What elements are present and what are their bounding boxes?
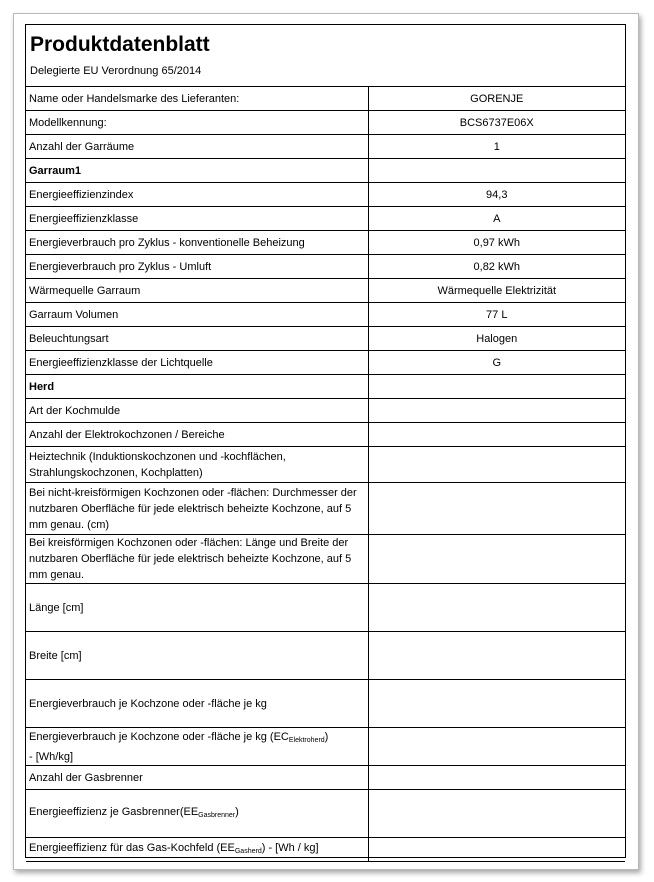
table-row <box>26 447 625 483</box>
row-value: 94,3 <box>368 183 625 207</box>
row-value: Wärmequelle Elektrizität <box>368 279 625 303</box>
row-value <box>368 766 625 790</box>
row-value: 0,97 kWh <box>368 231 625 255</box>
row-label: Beleuchtungsart <box>26 327 368 351</box>
row-label: Energieeffizienz für das Gas-Kochfeld (EE <box>29 841 235 854</box>
row-label-subscript: Gasbrenner <box>198 811 236 819</box>
table-row <box>26 327 625 351</box>
row-label: Bei kreisförmigen Kochzonen oder -flächen: Länge und Breite der nutzbaren Oberfläche für jede elektrisch beheizte Kochzone, auf 5 mm genau. <box>26 535 368 584</box>
table-row <box>26 207 625 231</box>
row-label: Name oder Handelsmarke des Lieferanten: <box>26 87 368 111</box>
row-value <box>368 728 625 766</box>
row-label-end: ) - [Wh / kg] <box>261 841 319 854</box>
row-label: Energieverbrauch je Kochzone oder -fläche je kg <box>26 680 368 728</box>
table-row <box>26 183 625 207</box>
row-label: Modellkennung: <box>26 111 368 135</box>
table-row <box>26 351 625 375</box>
row-label: Breite [cm] <box>26 632 368 680</box>
row-label: Länge [cm] <box>26 584 368 632</box>
row-label-ec-electric <box>26 728 368 766</box>
table-row <box>26 423 625 447</box>
table-row <box>26 838 625 862</box>
document-page <box>13 13 639 870</box>
table-row <box>26 680 625 728</box>
row-value <box>368 680 625 728</box>
row-label-ee-gas-hob <box>26 838 368 862</box>
row-label-end: ) <box>324 730 329 743</box>
table-row <box>26 535 625 584</box>
table-row <box>26 790 625 838</box>
table-row <box>26 584 625 632</box>
data-table <box>26 86 625 862</box>
product-data-sheet <box>25 24 626 858</box>
row-value <box>368 447 625 483</box>
table-row <box>26 87 625 111</box>
table-row <box>26 483 625 535</box>
row-value: GORENJE <box>368 87 625 111</box>
row-value <box>368 790 625 838</box>
row-label: Energieverbrauch je Kochzone oder -fläche je kg (EC <box>29 730 289 743</box>
table-row <box>26 255 625 279</box>
table-row <box>26 279 625 303</box>
table-row <box>26 399 625 423</box>
row-label-end: ) <box>235 805 239 818</box>
row-value <box>368 375 625 399</box>
table-row <box>26 632 625 680</box>
row-label-line2: - [Wh/kg] <box>29 750 74 763</box>
table-row <box>26 303 625 327</box>
table-row <box>26 111 625 135</box>
row-label: Energieverbrauch pro Zyklus - konventionelle Beheizung <box>26 231 368 255</box>
row-label-subscript: Elektroherd <box>288 736 325 744</box>
row-label: Anzahl der Gasbrenner <box>26 766 368 790</box>
row-value <box>368 584 625 632</box>
section-header-row <box>26 159 625 183</box>
row-label: Energieeffizienzklasse der Lichtquelle <box>26 351 368 375</box>
row-label: Energieeffizienzindex <box>26 183 368 207</box>
row-value <box>368 423 625 447</box>
row-value: A <box>368 207 625 231</box>
row-label-ee-burner <box>26 790 368 838</box>
row-value <box>368 159 625 183</box>
section-header: Herd <box>26 375 368 399</box>
row-value <box>368 535 625 584</box>
row-value <box>368 632 625 680</box>
row-value: 0,82 kWh <box>368 255 625 279</box>
row-value <box>368 838 625 862</box>
row-label: Heiztechnik (Induktionskochzonen und -kochflächen, Strahlungskochzonen, Kochplatten) <box>26 447 368 483</box>
table-row <box>26 135 625 159</box>
row-value <box>368 483 625 535</box>
table-row <box>26 231 625 255</box>
row-value: G <box>368 351 625 375</box>
row-value <box>368 399 625 423</box>
row-value: 77 L <box>368 303 625 327</box>
row-value: 1 <box>368 135 625 159</box>
row-label: Energieeffizienzklasse <box>26 207 368 231</box>
sheet-subtitle: Delegierte EU Verordnung 65/2014 <box>30 65 202 77</box>
row-label: Garraum Volumen <box>26 303 368 327</box>
section-header: Garraum1 <box>26 159 368 183</box>
row-label: Energieeffizienz je Gasbrenner(EE <box>29 805 199 818</box>
row-value: BCS6737E06X <box>368 111 625 135</box>
sheet-title: Produktdatenblatt <box>30 33 210 56</box>
section-header-row <box>26 375 625 399</box>
row-label: Energieverbrauch pro Zyklus - Umluft <box>26 255 368 279</box>
row-label: Bei nicht-kreisförmigen Kochzonen oder -flächen: Durchmesser der nutzbaren Oberfläche für jede elektrisch beheizte Kochzone, auf 5 mm genau. (cm) <box>26 483 368 535</box>
table-row <box>26 766 625 790</box>
row-label: Anzahl der Elektrokochzonen / Bereiche <box>26 423 368 447</box>
row-label: Anzahl der Garräume <box>26 135 368 159</box>
row-value: Halogen <box>368 327 625 351</box>
table-row <box>26 728 625 766</box>
row-label: Art der Kochmulde <box>26 399 368 423</box>
row-label-subscript: Gasherd <box>234 847 262 855</box>
row-label: Wärmequelle Garraum <box>26 279 368 303</box>
